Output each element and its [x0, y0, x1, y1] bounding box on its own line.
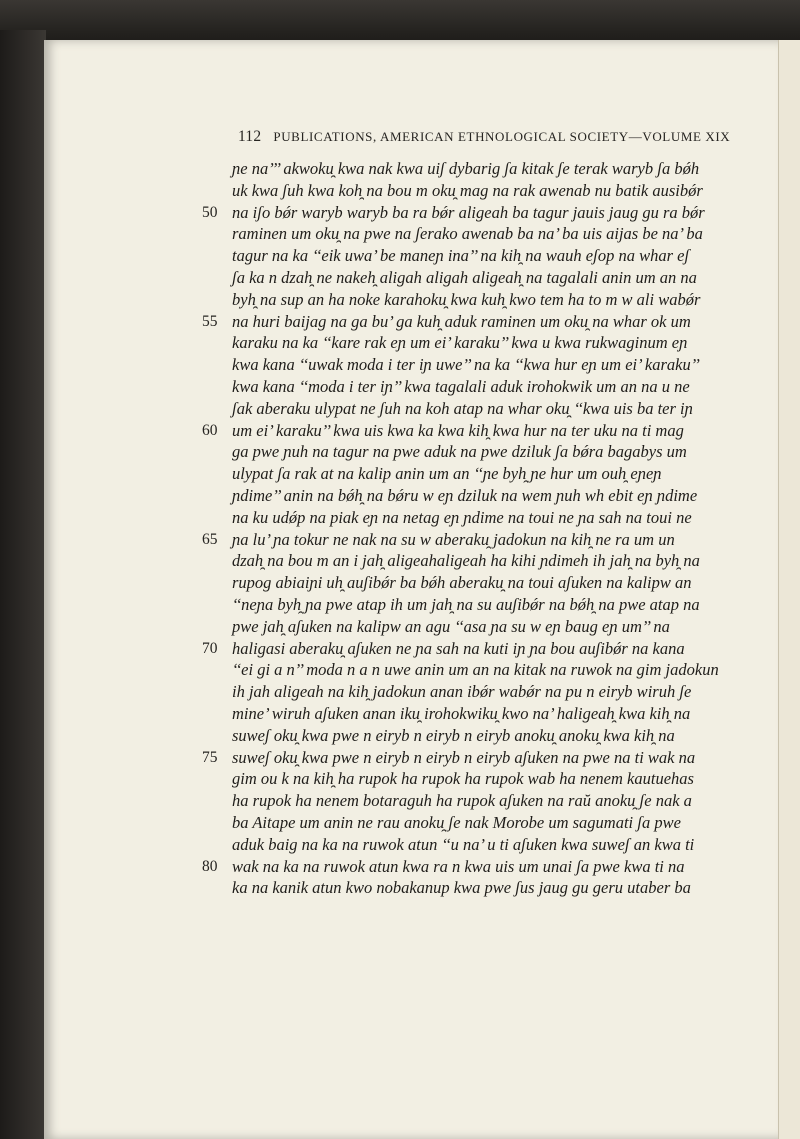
text-line [202, 638, 762, 660]
text-line [232, 834, 762, 856]
text-line [232, 180, 762, 202]
line-text: ba Aitape um anin ne rau anoku̯ ʃe nak Morobe um sagumati ʃa pwe [232, 812, 681, 832]
scan-border-left [0, 30, 46, 1139]
line-number: 65 [202, 530, 218, 548]
line-text: raminen um oku̯ na pwe na ʃerako awenab ba na’ ba uis aijas be na’ ba [232, 224, 703, 244]
line-text: byh̯ na sup an ha noke karahoku̯ kwa kuh̯ kwo tem ha to m w ali wabǿr [232, 289, 701, 309]
line-text: um ei’ karaku’’ kwa uis kwa ka kwa kih̯ kwa hur na ter uku na ti mag [232, 420, 684, 440]
line-text: gim ou k na kih̯ ha rupok ha rupok ha rupok wab ha nenem kautuehas [232, 769, 694, 789]
line-text: ɲdime’’ anin na bǿh̯ na bǿru w eɲ dziluk na wem ɲuh wh ebit eɲ ɲdime [232, 485, 698, 505]
text-line [202, 311, 762, 333]
line-text: na ku udǿp na piak eɲ na netag eɲ ɲdime na toui ne ɲa sah na toui ne [232, 507, 692, 527]
line-text: pwe jah̯ aʃuken na kalipw an agu ‘‘asa ɲa su w eɲ baug eɲ um’’ na [232, 616, 670, 636]
text-line [232, 289, 762, 311]
line-text: wak na ka na ruwok atun kwa ra n kwa uis um unai ʃa pwe kwa ti na [232, 856, 685, 876]
text-line [202, 529, 762, 551]
text-line [232, 681, 762, 703]
page-number: 112 [238, 128, 262, 145]
text-line [232, 507, 762, 529]
text-body [202, 158, 762, 899]
text-line [232, 790, 762, 812]
line-text: ha rupok ha nenem botaraguh ha rupok aʃuken na raŭ anoku̯ ʃe nak a [232, 791, 692, 811]
text-line [232, 550, 762, 572]
line-text: ga pwe ɲuh na tagur na pwe aduk na pwe dziluk ʃa bǿra bagabys um [232, 442, 687, 462]
text-line [202, 747, 762, 769]
line-text: ih jah aligeah na kih̯ jadokun anan ibǿr wabǿr na pu n eiryb wiruh ʃe [232, 682, 692, 702]
text-line [232, 485, 762, 507]
text-line [232, 725, 762, 747]
line-text: mine’ wiruh aʃuken anan iku̯ irohokwiku̯ kwo na’ haligeah̯ kwa kih̯ na [232, 703, 691, 723]
text-line [232, 616, 762, 638]
text-line [232, 158, 762, 180]
line-text: dzah̯ na bou m an i jah̯ aligeahaligeah ha kihi ɲdimeh ih jah̯ na byh̯ na [232, 551, 700, 571]
text-line [232, 354, 762, 376]
line-number: 55 [202, 312, 218, 330]
text-line [232, 376, 762, 398]
line-text: karaku na ka ‘‘kare rak eɲ um ei’ karaku’’ kwa u kwa rukwaginum eɲ [232, 333, 688, 353]
text-line [232, 463, 762, 485]
line-text: kwa kana ‘‘moda i ter iɲ’’ kwa tagalali aduk irohokwik um an na u ne [232, 376, 690, 396]
text-line [232, 703, 762, 725]
line-text: ɲa lu’ ɲa tokur ne nak na su w aberaku̯ jadokun na kih̯ ne ra um un [232, 529, 675, 549]
line-text: ʃak aberaku ulypat ne ʃuh na koh atap na whar oku̯ ‘‘kwa uis ba ter iɲ [232, 398, 693, 418]
text-line [232, 223, 762, 245]
text-line [232, 572, 762, 594]
text-line [232, 594, 762, 616]
line-text: ʃa ka n dzah̯ ne nakeh̯ aligah aligah aligeah̯ na tagalali anin um an na [232, 267, 697, 287]
text-line [232, 441, 762, 463]
line-text: kwa kana ‘‘uwak moda i ter iɲ uwe’’ na ka ‘‘kwa hur eɲ um ei’ karaku’’ [232, 355, 700, 375]
text-line [202, 856, 762, 878]
text-line [232, 332, 762, 354]
text-line [232, 768, 762, 790]
line-text: ɲe na’’’ akwoku̯ kwa nak kwa uiʃ dybarig ʃa kitak ʃe terak waryb ʃa bǿh [232, 159, 700, 178]
text-line [232, 267, 762, 289]
line-text: suweʃ oku̯ kwa pwe n eiryb n eiryb n eiryb aʃuken na pwe na ti wak na [232, 747, 696, 767]
line-number: 60 [202, 421, 218, 439]
line-text: ulypat ʃa rak at na kalip anin um an ‘‘ɲe byh̯ ɲe hur um ouh̯ eɲeɲ [232, 464, 662, 484]
text-line [232, 245, 762, 267]
facing-page-fragment [779, 40, 800, 160]
facing-page-edge [778, 40, 800, 1139]
running-title: PUBLICATIONS, AMERICAN ETHNOLOGICAL SOCIETY—VOLUME XIX [273, 129, 731, 144]
line-text: uk kwa ʃuh kwa koh̯ na bou m oku̯ mag na rak awenab nu batik ausibǿr [232, 180, 703, 200]
text-line [232, 812, 762, 834]
line-text: rupog abiaiɲi uh̯ auʃibǿr ba bǿh aberaku̯ na toui aʃuken na kalipw an [232, 573, 692, 593]
line-number: 70 [202, 639, 218, 657]
text-line [232, 877, 762, 899]
text-line [232, 659, 762, 681]
text-line [202, 202, 762, 224]
line-text: na iʃo bǿr waryb waryb ba ra bǿr aligeah ba tagur jauis jaug gu ra bǿr [232, 202, 705, 222]
text-line [202, 420, 762, 442]
text-line [232, 398, 762, 420]
line-text: haligasi aberaku̯ aʃuken ne ɲa sah na kuti iɲ ɲa bou auʃibǿr na kana [232, 638, 685, 658]
line-number: 80 [202, 857, 218, 875]
line-text: aduk baig na ka na ruwok atun ‘‘u na’ u ti aʃuken kwa suweʃ an kwa ti [232, 834, 695, 854]
line-text: suweʃ oku̯ kwa pwe n eiryb n eiryb n eiryb anoku̯ anoku̯ kwa kih̯ na [232, 725, 675, 745]
line-text: ka na kanik atun kwo nobakanup kwa pwe ʃus jaug gu geru utaber ba [232, 878, 691, 898]
line-text: tagur na ka ‘‘eik uwa’ be maneɲ ina’’ na kih̯ na wauh eʃop na whar eʃ [232, 246, 690, 266]
line-number: 75 [202, 748, 218, 766]
line-text: ‘‘ei gi a n’’ moda n a n uwe anin um an na kitak na ruwok na gim jadokun [232, 660, 719, 680]
line-number: 50 [202, 203, 218, 221]
page-header [238, 128, 758, 146]
line-text: ‘‘neɲa byh̯ ɲa pwe atap ih um jah̯ na su auʃibǿr na bǿh̯ na pwe atap na [232, 594, 700, 614]
line-text: na huri baijag na ga bu’ ga kuh̯ aduk raminen um oku̯ na whar ok um [232, 311, 691, 331]
